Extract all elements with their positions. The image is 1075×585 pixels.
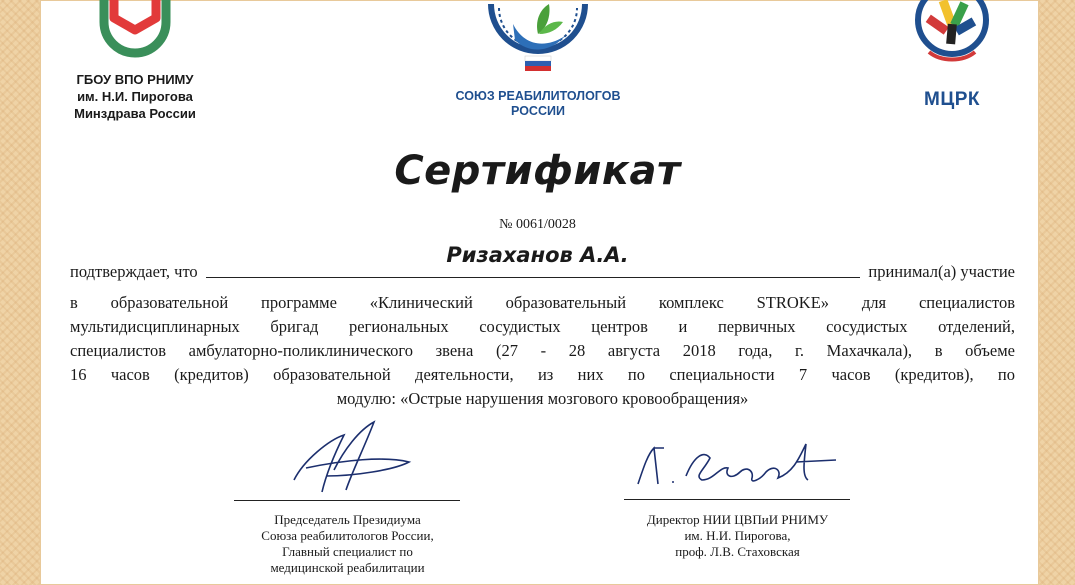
signature-left-line	[234, 500, 460, 501]
after-name-text: принимал(а) участие	[868, 262, 1015, 281]
lead-in-text: подтверждает, что	[70, 262, 198, 281]
signature-left	[234, 420, 460, 495]
union-caption-line-1: СОЮЗ РЕАБИЛИТОЛОГОВ	[455, 89, 621, 103]
rnimu-logo-icon	[90, 0, 180, 62]
left-caption-line-3: Главный специалист по	[282, 544, 413, 559]
signature-right	[624, 436, 850, 494]
certificate-title: Сертификат	[394, 148, 681, 194]
mcrk-logo-icon	[907, 0, 997, 80]
right-caption-line-2: им. Н.И. Пирогова,	[684, 528, 791, 543]
signature-left-block	[234, 420, 460, 501]
mcrk-logo-block	[902, 0, 1002, 111]
recipient-line	[70, 262, 1015, 282]
signature-right-line	[624, 499, 850, 500]
right-caption-line-3: проф. Л.В. Стаховская	[675, 544, 800, 559]
union-logo-block	[448, 0, 628, 119]
signature-right-block	[624, 436, 850, 500]
signature-right-caption	[610, 512, 865, 560]
body-line-4: 16 часов (кредитов) образовательной деятельности, из них по специальности 7 часов (кредитов), по	[70, 365, 1015, 384]
left-caption-line-4: медицинской реабилитации	[270, 560, 425, 575]
mcrk-caption: МЦРК	[924, 89, 980, 110]
body-line-2: мультидисциплинарных бригад региональных сосудистых центров и первичных сосудистых отделений,	[70, 317, 1015, 336]
signature-left-caption	[210, 512, 485, 576]
certificate-number: № 0061/0028	[499, 217, 576, 232]
left-caption-line-2: Союза реабилитологов России,	[261, 528, 434, 543]
union-rehabilitologists-logo-icon	[483, 0, 593, 82]
left-caption-line-1: Председатель Президиума	[274, 512, 421, 527]
right-caption-line-1: Директор НИИ ЦВПиИ РНИМУ	[646, 512, 829, 527]
union-caption-line-2: РОССИИ	[511, 104, 565, 118]
rnimu-caption-line-1: ГБОУ ВПО РНИМУ	[76, 72, 194, 87]
body-line-3: специалистов амбулаторно-поликлинического звена (27 - 28 августа 2018 года, г. Махачкала), в объеме	[70, 341, 1015, 360]
body-line-5: модулю: «Острые нарушения мозгового кровообращения»	[336, 389, 749, 408]
rnimu-logo-block	[60, 0, 210, 122]
recipient-underline	[206, 276, 861, 278]
recipient-name: Ризаханов А.А.	[446, 243, 629, 267]
body-line-1: в образовательной программе «Клинический образовательный комплекс STROKE» для специалистов	[70, 293, 1015, 312]
rnimu-caption-line-2: им. Н.И. Пирогова	[77, 89, 193, 104]
rnimu-caption-line-3: Минздрава России	[74, 106, 196, 121]
certificate-body	[70, 291, 1015, 411]
